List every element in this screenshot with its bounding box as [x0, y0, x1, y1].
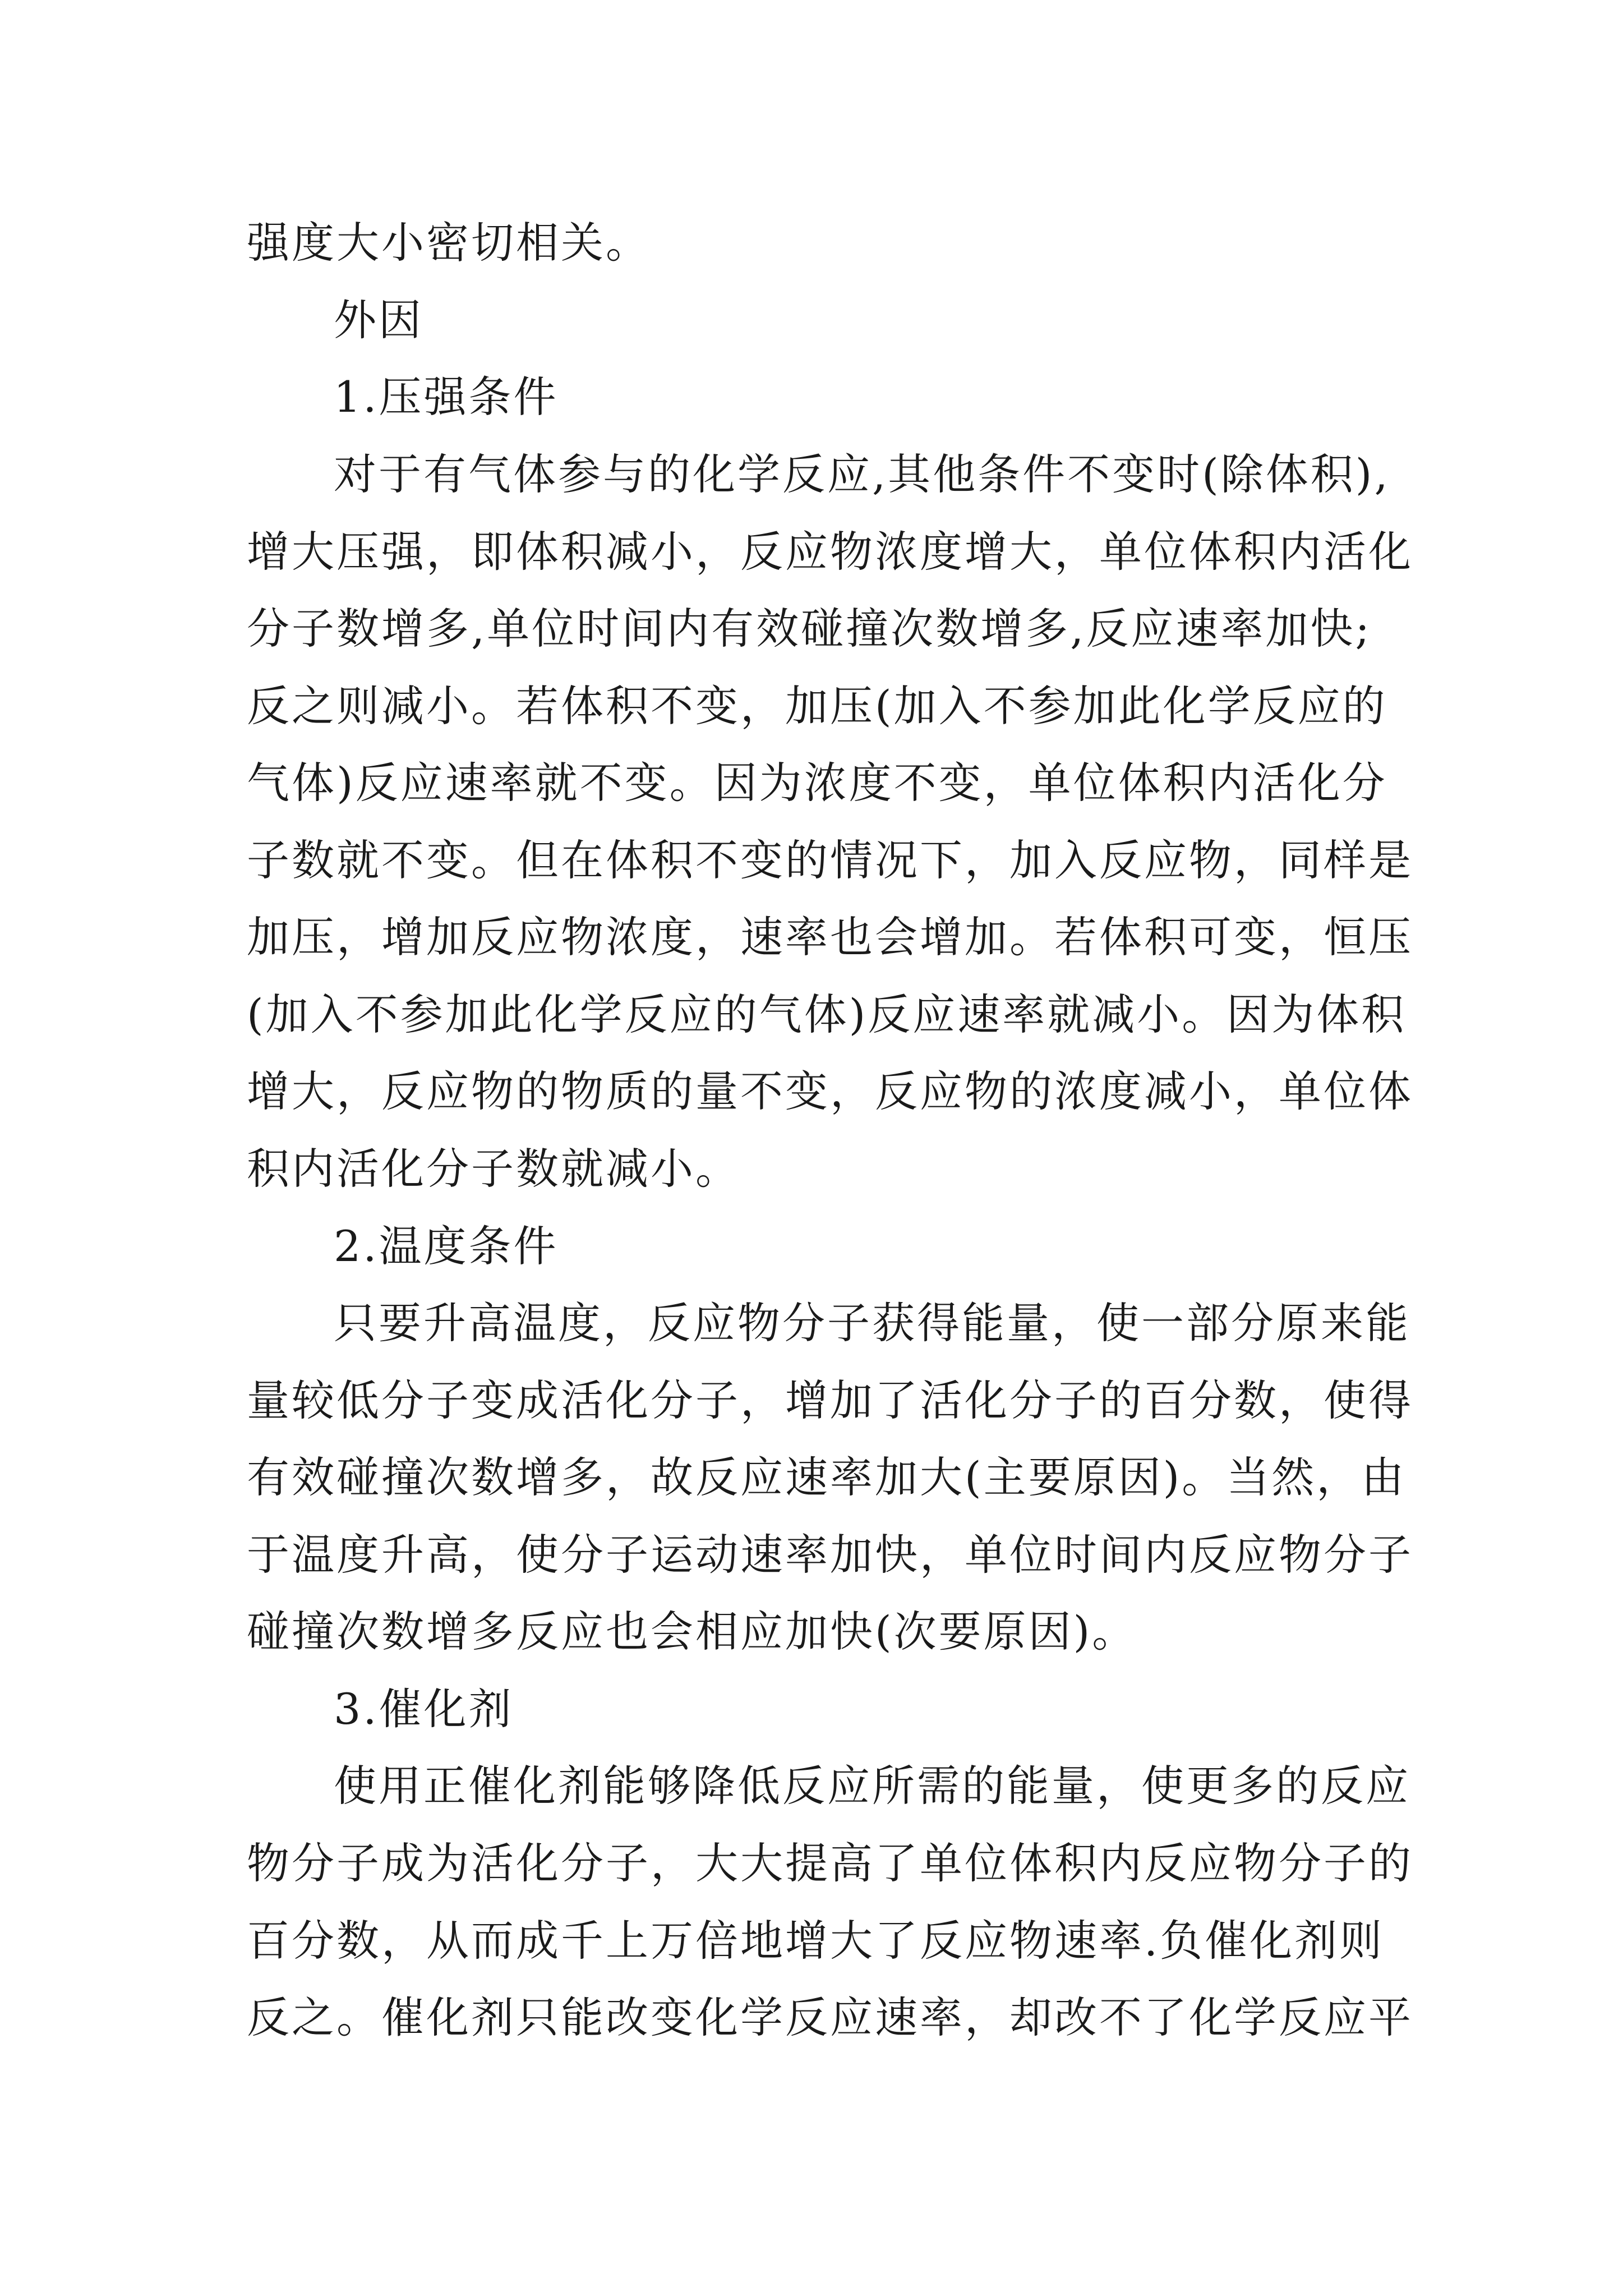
text-line: 物分子成为活化分子，大大提高了单位体积内反应物分子的: [247, 1838, 1413, 1888]
section-heading: 外因: [334, 295, 423, 345]
text-line: 增大，反应物的物质的量不变，反应物的浓度减小，单位体: [247, 1066, 1413, 1116]
text-line: 碰撞次数增多反应也会相应加快(次要原因)。: [247, 1607, 1137, 1657]
text-line: 反之则减小。若体积不变，加压(加入不参加此化学反应的: [247, 681, 1387, 731]
text-line: 于温度升高，使分子运动速率加快，单位时间内反应物分子: [247, 1530, 1413, 1580]
subsection-heading: 2.温度条件: [334, 1221, 559, 1271]
text-line: 加压，增加反应物浓度，速率也会增加。若体积可变，恒压: [247, 912, 1413, 962]
subsection-heading: 1.压强条件: [334, 372, 559, 422]
paragraph-first-line: 对于有气体参与的化学反应,其他条件不变时(除体积),: [334, 449, 1390, 499]
text-line: 强度大小密切相关。: [247, 218, 651, 268]
text-line: 反之。催化剂只能改变化学反应速率，却改不了化学反应平: [247, 1993, 1413, 2042]
paragraph-first-line: 使用正催化剂能够降低反应所需的能量，使更多的反应: [334, 1761, 1410, 1811]
text-line: 百分数，从而成千上万倍地增大了反应物速率.负催化剂则: [247, 1916, 1385, 1966]
text-line: (加入不参加此化学反应的气体)反应速率就减小。因为体积: [247, 990, 1407, 1039]
text-line: 增大压强，即体积减小，反应物浓度增大，单位体积内活化: [247, 527, 1413, 577]
text-line: 量较低分子变成活化分子，增加了活化分子的百分数，使得: [247, 1375, 1413, 1425]
text-line: 气体)反应速率就不变。因为浓度不变，单位体积内活化分: [247, 758, 1387, 808]
text-line: 分子数增多,单位时间内有效碰撞次数增多,反应速率加快;: [247, 604, 1372, 654]
text-line: 有效碰撞次数增多，故反应速率加大(主要原因)。当然，由: [247, 1452, 1407, 1502]
text-line: 积内活化分子数就减小。: [247, 1144, 740, 1194]
subsection-heading: 3.催化剂: [334, 1684, 514, 1734]
paragraph-first-line: 只要升高温度，反应物分子获得能量，使一部分原来能: [334, 1298, 1410, 1348]
text-line: 子数就不变。但在体积不变的情况下，加入反应物，同样是: [247, 835, 1413, 885]
